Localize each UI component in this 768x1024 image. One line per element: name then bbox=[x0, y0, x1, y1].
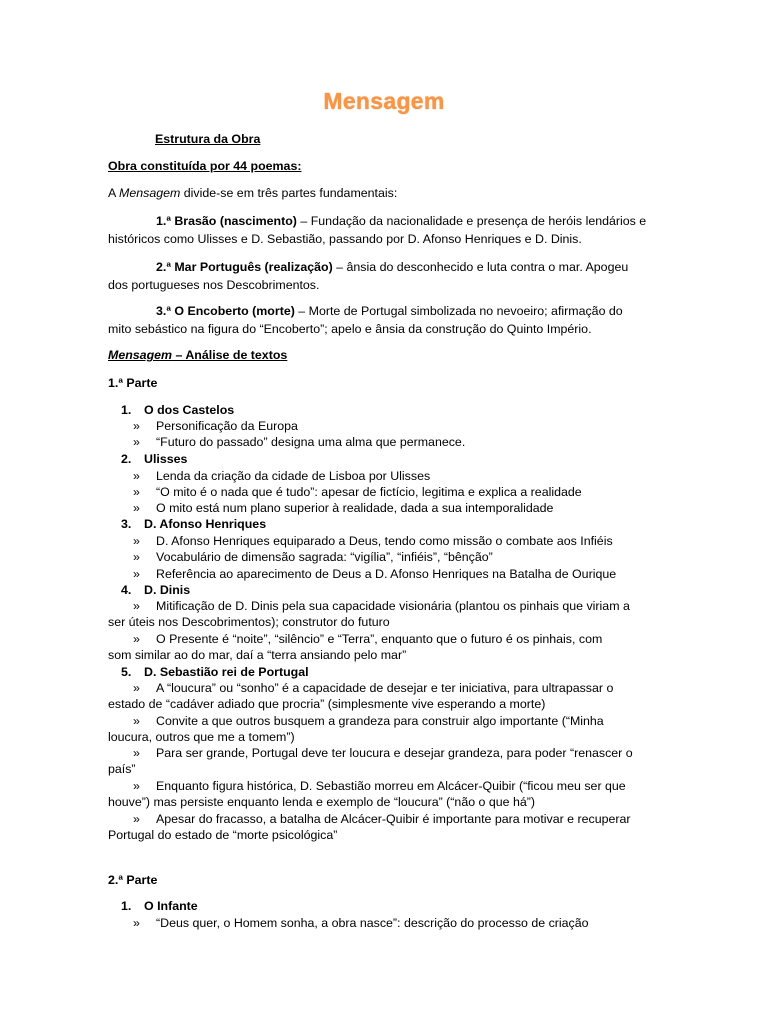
line-15: Convite a que outros busquem a grandeza para construir algo importante (“Minha bbox=[156, 714, 604, 728]
obra-heading: Obra constituída por 44 poemas: bbox=[108, 159, 302, 173]
intro-post: divide-se em três partes fundamentais: bbox=[180, 186, 398, 200]
part-2-line-1 bbox=[156, 259, 628, 275]
poem-4-title: D. Dinis bbox=[144, 583, 191, 597]
bullet-marker: » bbox=[133, 550, 140, 564]
part1-heading: 1.ª Parte bbox=[108, 376, 158, 390]
poem-5-number: 5. bbox=[121, 665, 132, 679]
line-17: Para ser grande, Portugal deve ter loucura e desejar grandeza, para poder “renascer o bbox=[156, 746, 633, 760]
line-3: Lenda da criação da cidade de Lisboa por Ulisses bbox=[156, 469, 431, 483]
poem-p2-1-title: O Infante bbox=[144, 899, 198, 913]
bullet-marker: » bbox=[133, 469, 140, 483]
intro-pre: A bbox=[108, 186, 120, 200]
bullet-marker: » bbox=[133, 435, 140, 449]
poem-1-number: 1. bbox=[121, 403, 132, 417]
part2-heading: 2.ª Parte bbox=[108, 873, 158, 887]
line-7: Vocabulário de dimensão sagrada: “vigília”, “infiéis”, “bênção” bbox=[156, 550, 493, 564]
poem-3-title: D. Afonso Henriques bbox=[144, 517, 267, 531]
bullet-marker: » bbox=[133, 534, 140, 548]
line-2: “Futuro do passado” designa uma alma que permanece. bbox=[156, 435, 466, 449]
part-1-label: 1.ª Brasão (nascimento) bbox=[156, 214, 297, 228]
line-21: Apesar do fracasso, a batalha de Alcácer-Quibir é importante para motivar e recuperar bbox=[156, 812, 631, 826]
bullet-marker: » bbox=[133, 419, 140, 433]
poem-2-title: Ulisses bbox=[144, 452, 188, 466]
poem-3-number: 3. bbox=[121, 517, 132, 531]
line-4: “O mito é o nada que é tudo”: apesar de fictício, legitima e explica a realidade bbox=[156, 485, 582, 499]
part-1-line-1 bbox=[156, 213, 646, 229]
poem-5-title: D. Sebastião rei de Portugal bbox=[144, 665, 309, 679]
line-12: som similar ao do mar, daí a “terra ansiando pelo mar” bbox=[108, 648, 407, 662]
analise-rest: – Análise de textos bbox=[172, 348, 288, 362]
bullet-marker: » bbox=[133, 501, 140, 515]
poem-1-title: O dos Castelos bbox=[144, 403, 235, 417]
line-10: ser úteis nos Descobrimentos); construtor do futuro bbox=[108, 615, 390, 629]
bullet-marker: » bbox=[133, 916, 140, 930]
poem-4-number: 4. bbox=[121, 583, 132, 597]
part-3-text-1: – Morte de Portugal simbolizada no nevoeiro; afirmação do bbox=[294, 304, 623, 318]
line-18: país” bbox=[108, 762, 136, 776]
document-title: Mensagem bbox=[323, 88, 445, 114]
bullet-marker: » bbox=[133, 714, 140, 728]
part-2-line-2: dos portugueses nos Descobrimentos. bbox=[108, 278, 320, 292]
line-16: loucura, outros que me a tomem”) bbox=[108, 730, 295, 744]
intro-em: Mensagem bbox=[119, 186, 181, 200]
bullet-marker: » bbox=[133, 746, 140, 760]
line-22: Portugal do estado de “morte psicológica” bbox=[108, 828, 338, 842]
line-11: O Presente é “noite”, “silêncio” e “Terra”, enquanto que o futuro é os pinhais, com bbox=[156, 632, 603, 646]
line-14: estado de “cadáver adiado que procria” (simplesmente vive esperando a morte) bbox=[108, 697, 546, 711]
part-1-text-1: – Fundação da nacionalidade e presença de heróis lendários e bbox=[296, 214, 647, 228]
bullet-marker: » bbox=[133, 632, 140, 646]
line-p2-1: “Deus quer, o Homem sonha, a obra nasce”: descrição do processo de criação bbox=[156, 916, 589, 930]
line-19: Enquanto figura histórica, D. Sebastião morreu em Alcácer-Quibir (“ficou meu ser que bbox=[156, 779, 626, 793]
poem-p2-1-number: 1. bbox=[121, 899, 132, 913]
analise-heading bbox=[108, 347, 287, 363]
bullet-marker: » bbox=[133, 485, 140, 499]
intro-paragraph bbox=[108, 185, 397, 201]
line-13: A “loucura” ou “sonho” é a capacidade de desejar e ter iniciativa, para ultrapassar o bbox=[156, 681, 614, 695]
estrutura-heading: Estrutura da Obra bbox=[155, 132, 261, 146]
bullet-marker: » bbox=[133, 812, 140, 826]
part-2-text-1: – ânsia do desconhecido e luta contra o mar. Apogeu bbox=[332, 260, 629, 274]
line-6: D. Afonso Henriques equiparado a Deus, tendo como missão o combate aos Infiéis bbox=[156, 534, 613, 548]
line-20: houve”) mas persiste enquanto lenda e exemplo de “loucura” (“não o que há”) bbox=[108, 795, 536, 809]
bullet-marker: » bbox=[133, 779, 140, 793]
line-1: Personificação da Europa bbox=[156, 419, 298, 433]
part-1-line-2: históricos como Ulisses e D. Sebastião, passando por D. Afonso Henriques e D. Dinis. bbox=[108, 232, 582, 246]
line-8: Referência ao aparecimento de Deus a D. Afonso Henriques na Batalha de Ourique bbox=[156, 567, 617, 581]
bullet-marker: » bbox=[133, 681, 140, 695]
line-5: O mito está num plano superior à realidade, dada a sua intemporalidade bbox=[156, 501, 554, 515]
line-9: Mitificação de D. Dinis pela sua capacidade visionária (plantou os pinhais que viriam a bbox=[156, 599, 630, 613]
bullet-marker: » bbox=[133, 567, 140, 581]
poem-2-number: 2. bbox=[121, 452, 132, 466]
part-2-label: 2.ª Mar Português (realização) bbox=[156, 260, 333, 274]
part-3-label: 3.ª O Encoberto (morte) bbox=[156, 304, 295, 318]
part-3-line-1 bbox=[156, 303, 623, 319]
bullet-marker: » bbox=[133, 599, 140, 613]
analise-em: Mensagem bbox=[108, 348, 173, 362]
part-3-line-2: mito sebástico na figura do “Encoberto”; apelo e ânsia da construção do Quinto Império. bbox=[108, 322, 592, 336]
